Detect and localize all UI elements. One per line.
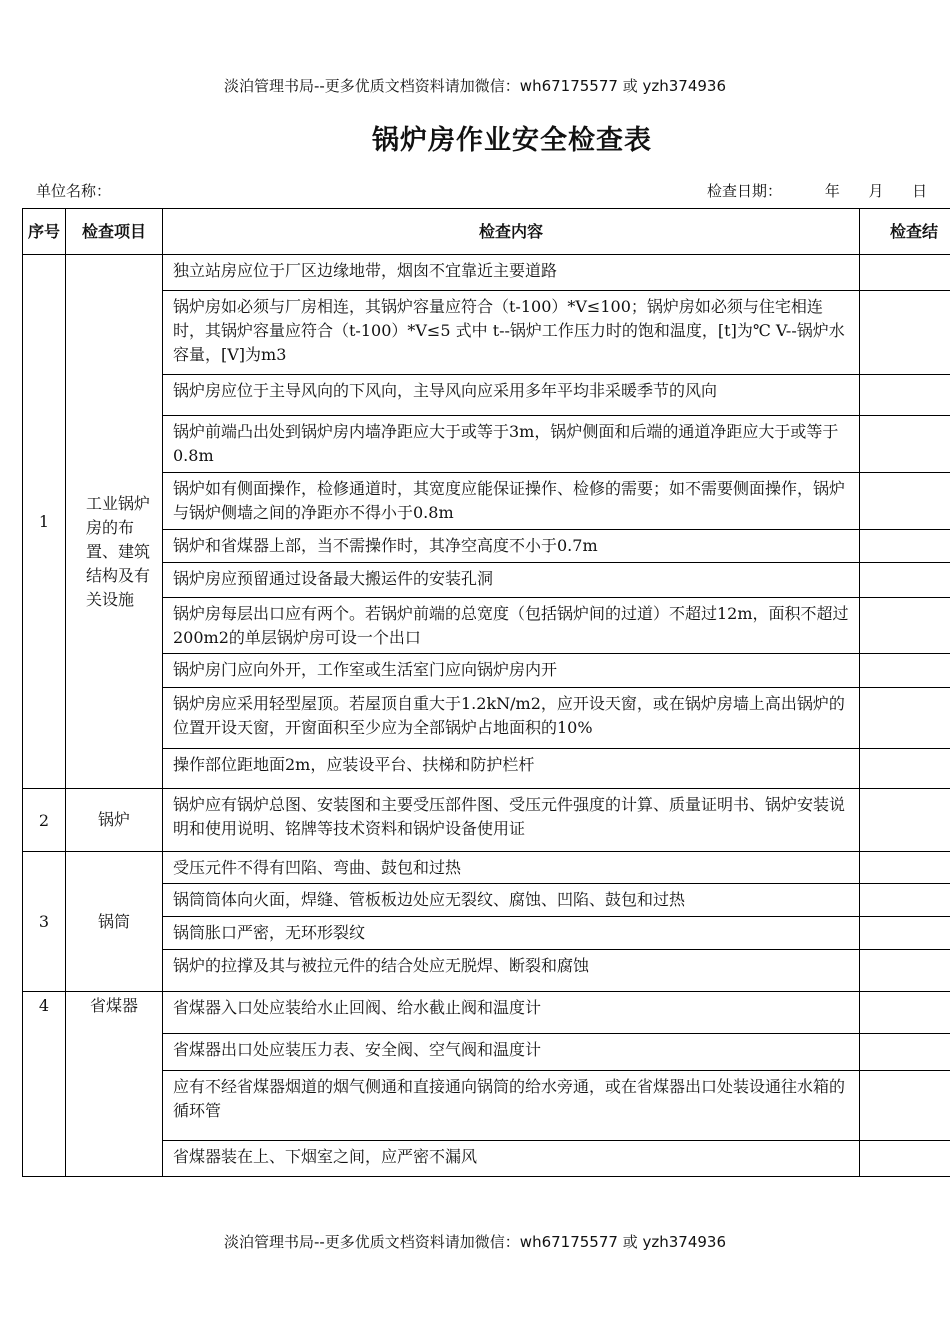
result-cell[interactable] <box>860 992 950 1034</box>
check-content: 省煤器装在上、下烟室之间，应严密不漏风 <box>163 1141 860 1177</box>
check-content: 锅炉应有锅炉总图、安装图和主要受压部件图、受压元件强度的计算、质量证明书、锅炉安装说明和使用说明、铭牌等技术资料和锅炉设备使用证 <box>163 789 860 852</box>
section-item: 锅筒 <box>66 852 163 992</box>
col-header-result: 检查结 <box>860 209 950 255</box>
check-content: 锅炉房门应向外开，工作室或生活室门应向锅炉房内开 <box>163 654 860 688</box>
result-cell[interactable] <box>860 563 950 598</box>
result-cell[interactable] <box>860 530 950 563</box>
check-content: 锅筒筒体向火面，焊缝、管板板边处应无裂纹、腐蚀、凹陷、鼓包和过热 <box>163 884 860 917</box>
check-content: 受压元件不得有凹陷、弯曲、鼓包和过热 <box>163 852 860 884</box>
check-content: 锅炉房如必须与厂房相连，其锅炉容量应符合（t-100）*V≤100；锅炉房如必须与住宅相连时，其锅炉容量应符合（t-100）*V≤5 式中 t--锅炉工作压力时的饱和温度，[t]为℃ V--锅炉水容量，[V]为m3 <box>163 291 860 375</box>
table-row <box>23 992 950 1034</box>
table-row <box>23 416 950 473</box>
table-row <box>23 789 950 852</box>
check-content: 锅炉前端凸出处到锅炉房内墙净距应大于或等于3m，锅炉侧面和后端的通道净距应大于或等于0.8m <box>163 416 860 473</box>
table-row <box>23 375 950 416</box>
table-row <box>23 884 950 917</box>
result-cell[interactable] <box>860 789 950 852</box>
table-row <box>23 530 950 563</box>
check-content: 锅炉房应预留通过设备最大搬运件的安装孔洞 <box>163 563 860 598</box>
result-cell[interactable] <box>860 688 950 749</box>
table-row <box>23 563 950 598</box>
table-row <box>23 654 950 688</box>
check-content <box>163 375 860 416</box>
section-item: 工业锅炉房的布置、建筑结构及有关设施 <box>66 255 163 789</box>
footer-note: 淡泊管理书局--更多优质文档资料请加微信：wh67175577 或 yzh374936 <box>223 1233 726 1251</box>
table-row <box>23 473 950 530</box>
table-row <box>23 688 950 749</box>
result-cell[interactable] <box>860 917 950 950</box>
result-cell[interactable] <box>860 884 950 917</box>
table-row <box>23 1034 950 1071</box>
table-row <box>23 749 950 789</box>
section-number: 4 <box>23 992 66 1177</box>
result-cell[interactable] <box>860 255 950 291</box>
result-cell[interactable] <box>860 1034 950 1071</box>
result-cell[interactable] <box>860 473 950 530</box>
table-row <box>23 1071 950 1141</box>
table-row <box>23 255 950 291</box>
result-cell[interactable] <box>860 1071 950 1141</box>
col-header-item: 检查项目 <box>66 209 163 255</box>
check-content-text: 锅炉房应位于主导风向的下风向，主导风向应采用多年平均非采暖季节的风向 <box>173 381 718 400</box>
check-content: 锅炉如有侧面操作，检修通道时，其宽度应能保证操作、检修的需要；如不需要侧面操作，锅炉与锅炉侧墙之间的净距亦不得小于0.8m <box>163 473 860 530</box>
inspection-date-label: 检查日期： 年 月 日 <box>707 182 928 200</box>
result-cell[interactable] <box>860 375 950 416</box>
result-cell[interactable] <box>860 598 950 654</box>
table-row <box>23 917 950 950</box>
check-content: 省煤器入口处应装给水止回阀、给水截止阀和温度计 <box>163 992 860 1034</box>
table-row <box>23 950 950 992</box>
section-number: 1 <box>23 255 66 789</box>
section-number: 2 <box>23 789 66 852</box>
checklist-table-wrapper <box>22 208 950 1177</box>
table-row <box>23 291 950 375</box>
result-cell[interactable] <box>860 1141 950 1177</box>
check-content: 操作部位距地面2m，应装设平台、扶梯和防护栏杆 <box>163 749 860 789</box>
check-content: 应有不经省煤器烟道的烟气侧通和直接通向锅筒的给水旁通，或在省煤器出口处装设通往水箱的循环管 <box>163 1071 860 1141</box>
result-cell[interactable] <box>860 416 950 473</box>
table-row <box>23 598 950 654</box>
table-row <box>23 1141 950 1177</box>
col-header-no: 序号 <box>23 209 66 255</box>
unit-name-label: 单位名称： <box>36 182 112 200</box>
result-cell[interactable] <box>860 950 950 992</box>
header-note: 淡泊管理书局--更多优质文档资料请加微信：wh67175577 或 yzh374936 <box>223 77 726 95</box>
check-content: 锅炉的拉撑及其与被拉元件的结合处应无脱焊、断裂和腐蚀 <box>163 950 860 992</box>
check-content: 省煤器出口处应装压力表、安全阀、空气阀和温度计 <box>163 1034 860 1071</box>
check-content: 锅筒胀口严密，无环形裂纹 <box>163 917 860 950</box>
check-content: 锅炉和省煤器上部，当不需操作时，其净空高度不小于0.7m <box>163 530 860 563</box>
section-item: 锅炉 <box>66 789 163 852</box>
table-header-row <box>23 209 950 255</box>
check-content: 锅炉房每层出口应有两个。若锅炉前端的总宽度（包括锅炉间的过道）不超过12m，面积不超过200m2的单层锅炉房可设一个出口 <box>163 598 860 654</box>
result-cell[interactable] <box>860 749 950 789</box>
col-header-content: 检查内容 <box>163 209 860 255</box>
table-row <box>23 852 950 884</box>
checklist-table <box>22 208 950 1177</box>
section-number: 3 <box>23 852 66 992</box>
result-cell[interactable] <box>860 852 950 884</box>
check-content: 锅炉房应采用轻型屋顶。若屋顶自重大于1.2kN/m2，应开设天窗，或在锅炉房墙上高出锅炉的位置开设天窗，开窗面积至少应为全部锅炉占地面积的10% <box>163 688 860 749</box>
section-item: 省煤器 <box>66 992 163 1177</box>
result-cell[interactable] <box>860 654 950 688</box>
check-content: 独立站房应位于厂区边缘地带，烟囱不宜靠近主要道路 <box>163 255 860 291</box>
result-cell[interactable] <box>860 291 950 375</box>
page-title: 锅炉房作业安全检查表 <box>372 125 652 156</box>
